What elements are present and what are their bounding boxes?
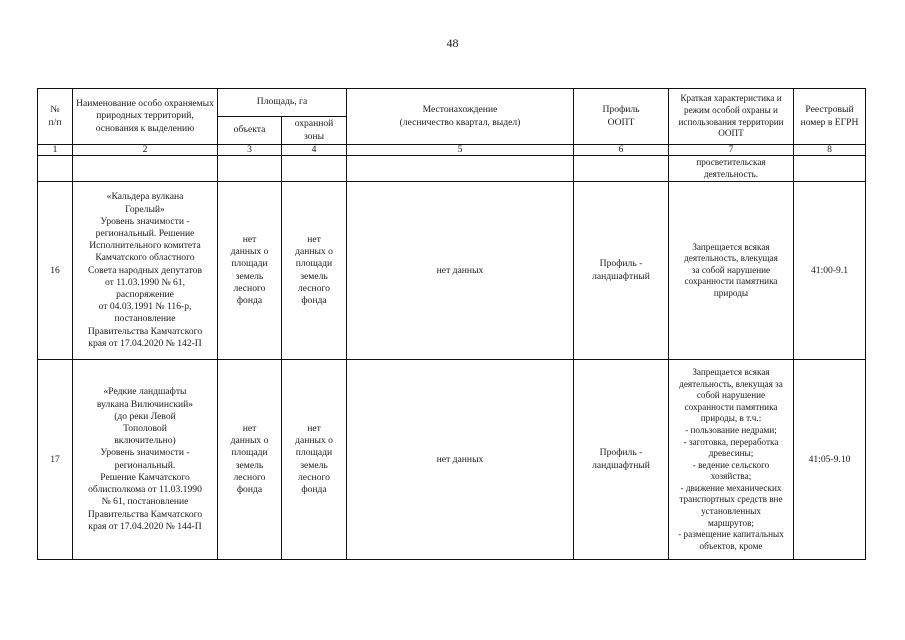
row-name: «Редкие ландшафты вулкана Вилючинский» (до реки Левой Тополовой включительно) Уровень значимости - региональный. Решение Камчатского облисполкома от 11.03.1990 № 61, постановление Правительства Камчатского края от 17.04.2020 № 144-П (73, 360, 218, 560)
column-number: 4 (282, 145, 347, 156)
column-numbers-row (38, 145, 866, 156)
header-num: № п/п (38, 89, 73, 145)
table-row (38, 360, 866, 560)
row-num: 17 (38, 360, 73, 560)
column-number: 2 (73, 145, 218, 156)
column-number: 6 (574, 145, 669, 156)
column-number: 3 (218, 145, 282, 156)
header-registry: Реестровый номер в ЕГРН (794, 89, 866, 145)
row-regime: Запрещается всякая деятельность, влекущая за собой нарушение сохранности памятника природы, в т.ч.: - пользование недрами; - заготовка, переработка древесины; - ведение сельского хозяйства; - движение механических транспортных средств вне установленных маршрутов; - размещение капитальных объектов, кроме (669, 360, 794, 560)
header-profile: Профиль ООПТ (574, 89, 669, 145)
row-location: нет данных (347, 360, 574, 560)
row-area-zone: нет данных о площади земель лесного фонда (282, 182, 347, 360)
row-regime: Запрещается всякая деятельность, влекущая за собой нарушение сохранности памятника природы (669, 182, 794, 360)
row-registry: 41:00-9.1 (794, 182, 866, 360)
row-num: 16 (38, 182, 73, 360)
protected-areas-table (37, 88, 866, 560)
row-profile: Профиль - ландшафтный (574, 360, 669, 560)
column-number: 7 (669, 145, 794, 156)
row-area-zone: нет данных о площади земель лесного фонда (282, 360, 347, 560)
row-name: «Кальдера вулкана Горелый» Уровень значимости - региональный. Решение Исполнительного комитета Камчатского областного Совета народных депутатов от 11.03.1990 № 61, распоряжение от 04.03.1991 № 116-р, постановление Правительства Камчатского края от 17.04.2020 № 142-П (73, 182, 218, 360)
row-profile: Профиль - ландшафтный (574, 182, 669, 360)
column-number: 8 (794, 145, 866, 156)
continuation-regime: просветительская деятельность. (669, 156, 794, 182)
row-location: нет данных (347, 182, 574, 360)
column-number: 1 (38, 145, 73, 156)
row-registry: 41:05-9.10 (794, 360, 866, 560)
table-row (38, 182, 866, 360)
header-location: Местонахождение (лесничество квартал, выдел) (347, 89, 574, 145)
row-area-object: нет данных о площади земель лесного фонда (218, 182, 282, 360)
header-row (38, 89, 866, 117)
header-name: Наименование особо охраняемых природных территорий, основания к выделению (73, 89, 218, 145)
continuation-row (38, 156, 866, 182)
row-area-object: нет данных о площади земель лесного фонда (218, 360, 282, 560)
header-area-object: объекта (218, 117, 282, 145)
header-area: Площадь, га (218, 89, 347, 117)
page-number: 48 (446, 36, 459, 50)
column-number: 5 (347, 145, 574, 156)
header-area-zone: охранной зоны (282, 117, 347, 145)
header-regime: Краткая характеристика и режим особой охраны и использования территории ООПТ (669, 89, 794, 145)
